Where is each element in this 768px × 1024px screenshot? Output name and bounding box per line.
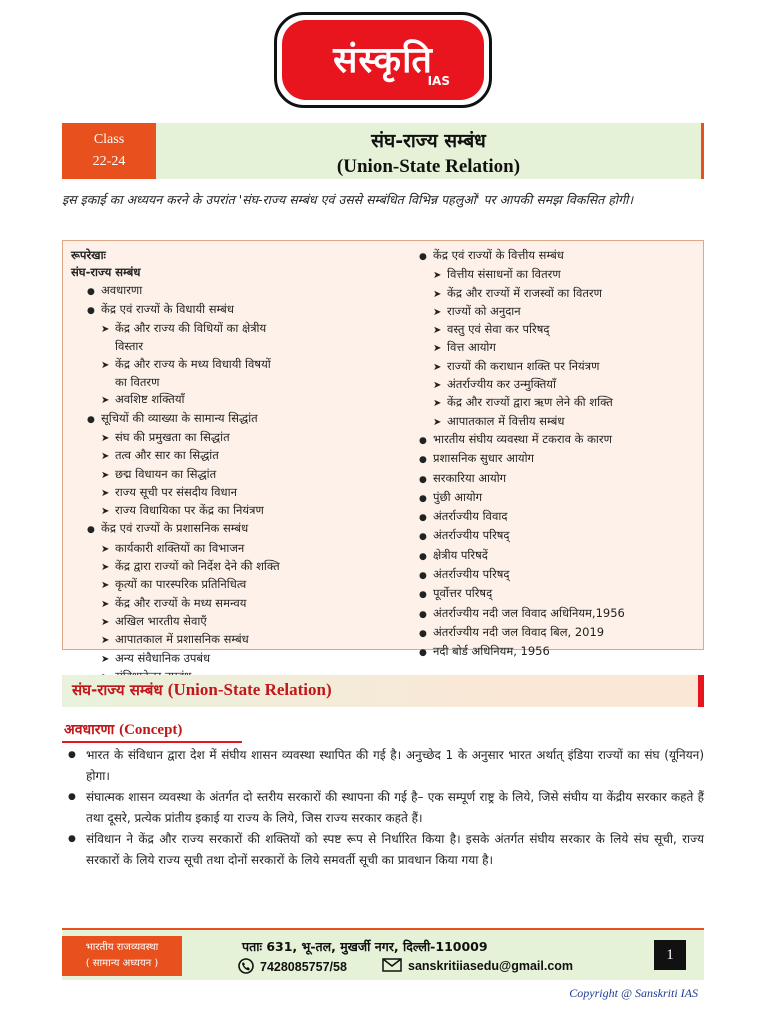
outline-item-text: क्षेत्रीय परिषदें [433,547,488,562]
arrow-icon [101,576,115,594]
outline-item [71,595,391,613]
outline-item [403,247,701,266]
logo-subtext: IAS [427,74,450,88]
outline-item [71,466,391,484]
arrow-icon [101,558,115,576]
outline-item [403,566,701,585]
outline-item [71,320,391,338]
outline-item [403,394,701,412]
paragraph-text: भारत के संविधान द्वारा देश में संघीय शासन व्यवस्था स्थापित की गई है। अनुच्छेद 1 के अनुसार भारत अर्थात् इंडिया राज्यों का संघ (यूनियन) होगा। [86,748,704,783]
outline-item [403,285,701,303]
chapter-title-hindi: संघ-राज्य सम्बंध [371,130,486,152]
page-number: 1 [654,940,686,970]
subsection-heading-hindi-text: अवधारणा [64,722,120,738]
outline-item [403,376,701,394]
outline-item-text: अन्य संवैधानिक उपबंध [115,650,211,665]
arrow-icon [101,320,115,338]
paragraph-text: संघात्मक शासन व्यवस्था के अंतर्गत दो स्तरीय सरकारों की स्थापना की गई है– एक सम्पूर्ण राष्ट्र के लिये, जिसे संघीय या केंद्रीय सरकार कहते हैं तथा दूसरे, प्रत्येक प्रांतीय इकाई या राज्य के लिये, जिस राज्य सरकार कहते हैं। [86,790,704,825]
subsection-underline [62,741,242,743]
bullet-icon [87,301,101,320]
outline-item-text: राज्यों की कराधान शक्ति पर नियंत्रण [447,358,600,373]
bullet-icon: ● [68,750,76,760]
arrow-icon [433,376,447,394]
outline-item [403,508,701,527]
bullet-icon [419,450,433,469]
outline-item-text: केंद्र एवं राज्यों के प्रशासनिक सम्बंध [101,521,249,536]
outline-item-text: केंद्र एवं राज्यों के विधायी सम्बंध [101,301,234,316]
section-heading-bar [62,675,704,707]
outline-item [403,470,701,489]
outline-left-column [71,247,391,686]
bullet-icon [419,431,433,450]
bullet-icon: ● [68,792,76,802]
outline-item-text: कार्यकारी शक्तियों का विभाजन [115,540,245,555]
class-label: Class [93,132,125,147]
bullet-icon: ● [68,834,76,844]
bullet-icon [419,547,433,566]
outline-item [71,356,391,374]
outline-item [403,303,701,321]
paragraph [64,745,704,787]
arrow-icon [101,613,115,631]
outline-item [71,374,391,391]
outline-item-text: प्रशासनिक सुधार आयोग [433,451,535,466]
arrow-icon [433,358,447,376]
outline-item-text: अंतर्राज्यीय विवाद [433,509,508,524]
arrow-icon [433,266,447,284]
chapter-title-english: (Union-State Relation) [336,156,521,177]
outline-item [403,527,701,546]
bullet-icon [419,247,433,266]
outline-item-text: पुंछी आयोग [433,489,483,504]
outline-item-text: केंद्र और राज्यों के मध्य समन्वय [115,595,247,610]
arrow-icon [433,285,447,303]
class-badge [62,123,156,179]
outline-item-text: संघ की प्रमुखता का सिद्धांत [115,429,230,444]
outline-item-text: संघ-राज्य सम्बंध [71,265,141,280]
bullet-icon [87,282,101,301]
outline-item [403,266,701,284]
bullet-icon [419,508,433,527]
outline-item [403,489,701,508]
outline-item [403,643,701,662]
outline-item [71,520,391,539]
footer-subject-badge [62,936,182,976]
outline-item-text: वित्त आयोग [447,340,496,355]
outline-item-text: अखिल भारतीय सेवाएँ [115,613,207,628]
body-content [64,745,704,871]
outline-item [71,301,391,320]
outline-box [62,240,704,665]
outline-item-text: अवधारणा [101,282,143,297]
outline-item-text: कृत्यों का पारस्परिक प्रतिनिधित्व [115,577,247,592]
outline-item [71,613,391,631]
footer-email-address: sanskritiiasedu@gmail.com [408,958,574,973]
outline-item-text: अंतर्राज्यीय कर उन्मुक्तियाँ [447,377,556,392]
bullet-icon [419,624,433,643]
intro-text: इस इकाई का अध्ययन करने के उपरांत 'संघ-राज्य सम्बंध एवं उससे सम्बंधित विभिन्न पहलुओं' पर आपकी समझ विकसित होगी। [62,192,634,207]
bullet-icon [419,489,433,508]
outline-item [71,631,391,649]
arrow-icon [101,502,115,520]
footer-subject-sub: ( सामान्य अध्ययन ) [85,958,159,969]
outline-item-text: रूपरेखाः [71,248,106,262]
outline-item [403,547,701,566]
section-heading [72,680,332,700]
phone-icon [238,958,254,977]
outline-item-text: विस्तार [115,339,144,354]
footer-phone [238,958,347,977]
bullet-icon [419,643,433,662]
outline-item-text: नदी बोर्ड अधिनियम, 1956 [433,644,550,659]
bullet-icon [419,470,433,489]
arrow-icon [101,595,115,613]
outline-item [403,585,701,604]
outline-item-text: राज्यों को अनुदान [447,303,521,318]
arrow-icon [433,413,447,431]
outline-right-column [403,247,701,663]
outline-item [403,339,701,357]
outline-item-text: केंद्र और राज्य के मध्य विधायी विषयों [115,356,271,371]
arrow-icon [101,466,115,484]
outline-item-text: केंद्र और राज्य की विधियों का क्षेत्रीय [115,321,267,336]
arrow-icon [433,339,447,357]
outline-item [403,624,701,643]
outline-item-text: केंद्र द्वारा राज्यों को निर्देश देने की शक्ति [115,559,280,574]
outline-item-text: अंतर्राज्यीय परिषद् [433,567,510,582]
outline-item [403,321,701,339]
logo [274,12,492,108]
outline-item [71,247,391,264]
outline-item-text: केंद्र और राज्यों में राजस्वों का वितरण [447,285,602,300]
arrow-icon [101,484,115,502]
outline-item-text: वस्तु एवं सेवा कर परिषद् [447,322,550,337]
paragraph [64,829,704,871]
chapter-title-box [156,123,704,179]
arrow-icon [433,394,447,412]
arrow-icon [101,631,115,649]
outline-item-text: पूर्वोत्तर परिषद् [433,586,493,601]
page-footer [62,928,704,980]
footer-address: पताः 631, भू-तल, मुखर्जी नगर, दिल्ली-110009 [242,939,488,954]
outline-item-text: तत्व और सार का सिद्धांत [115,448,219,463]
outline-item-text: अंतर्राज्यीय परिषद् [433,528,510,543]
logo-text: संस्कृति [333,40,433,81]
mail-icon [382,958,402,975]
outline-item [71,558,391,576]
footer-phone-number: 7428085757/58 [260,959,347,974]
outline-item [71,447,391,465]
outline-item-text: राज्य सूची पर संसदीय विधान [115,484,237,499]
bullet-icon [419,566,433,585]
section-heading-english: (Union-State Relation) [167,680,332,699]
outline-item [403,413,701,431]
section-heading-hindi: संघ-राज्य सम्बंध [72,681,168,699]
outline-item [71,391,391,409]
outline-item [71,484,391,502]
outline-item-text: आपातकाल में वित्तीय सम्बंध [447,413,565,428]
arrow-icon [433,303,447,321]
outline-item [403,358,701,376]
arrow-icon [433,321,447,339]
bullet-icon [419,605,433,624]
outline-item [71,264,391,281]
class-number: 22-24 [92,154,126,169]
footer-subject: भारतीय राजव्यवस्था [85,942,159,953]
outline-item-text: छद्म विधायन का सिद्धांत [115,466,217,481]
arrow-icon [101,447,115,465]
outline-item-text: आपातकाल में प्रशासनिक सम्बंध [115,632,249,647]
outline-item-text: केंद्र और राज्यों द्वारा ऋण लेने की शक्ति [447,395,613,410]
outline-item [403,605,701,624]
footer-email [382,958,573,975]
arrow-icon [101,540,115,558]
bullet-icon [87,410,101,429]
outline-item-text: भारतीय संघीय व्यवस्था में टकराव के कारण [433,431,612,446]
bullet-icon [419,527,433,546]
outline-item-text: वित्तीय संसाधनों का वितरण [447,267,561,282]
arrow-icon [101,391,115,409]
outline-item-text: राज्य विधायिका पर केंद्र का नियंत्रण [115,503,264,518]
outline-item-text: सूचियों की व्याख्या के सामान्य सिद्धांत [101,410,258,425]
outline-item [71,540,391,558]
bullet-icon [87,520,101,539]
arrow-icon [101,356,115,374]
subsection-heading-english: (Concept) [119,722,183,738]
outline-item [71,429,391,447]
subsection-heading [64,720,182,739]
arrow-icon [101,429,115,447]
outline-item-text: अंतर्राज्यीय नदी जल विवाद बिल, 2019 [433,624,605,639]
outline-item [71,650,391,668]
outline-item-text: का वितरण [115,375,160,390]
arrow-icon [101,650,115,668]
paragraph-text: संविधान ने केंद्र और राज्य सरकारों की शक्तियों को स्पष्ट रूप से निर्धारित किया है। इसके अंतर्गत संघीय सरकार के लिये संघ सूची, राज्य सरकारों के लिये राज्य सूची तथा दोनों सरकारों के लिये समवर्ती सूची का प्रावधान किया गया है। [86,832,704,867]
outline-item-text: केंद्र एवं राज्यों के वित्तीय सम्बंध [433,248,564,262]
copyright: Copyright @ Sanskriti IAS [569,986,698,1000]
outline-item [403,450,701,469]
outline-item [71,338,391,355]
outline-item [403,431,701,450]
outline-item [71,410,391,429]
bullet-icon [419,585,433,604]
outline-item-text: सरकारिया आयोग [433,470,507,485]
outline-item-text: अवशिष्ट शक्तियाँ [115,392,185,407]
outline-item-text: अंतर्राज्यीय नदी जल विवाद अधिनियम,1956 [433,605,625,620]
outline-item [71,502,391,520]
outline-item [71,576,391,594]
paragraph [64,787,704,829]
outline-item [71,282,391,301]
